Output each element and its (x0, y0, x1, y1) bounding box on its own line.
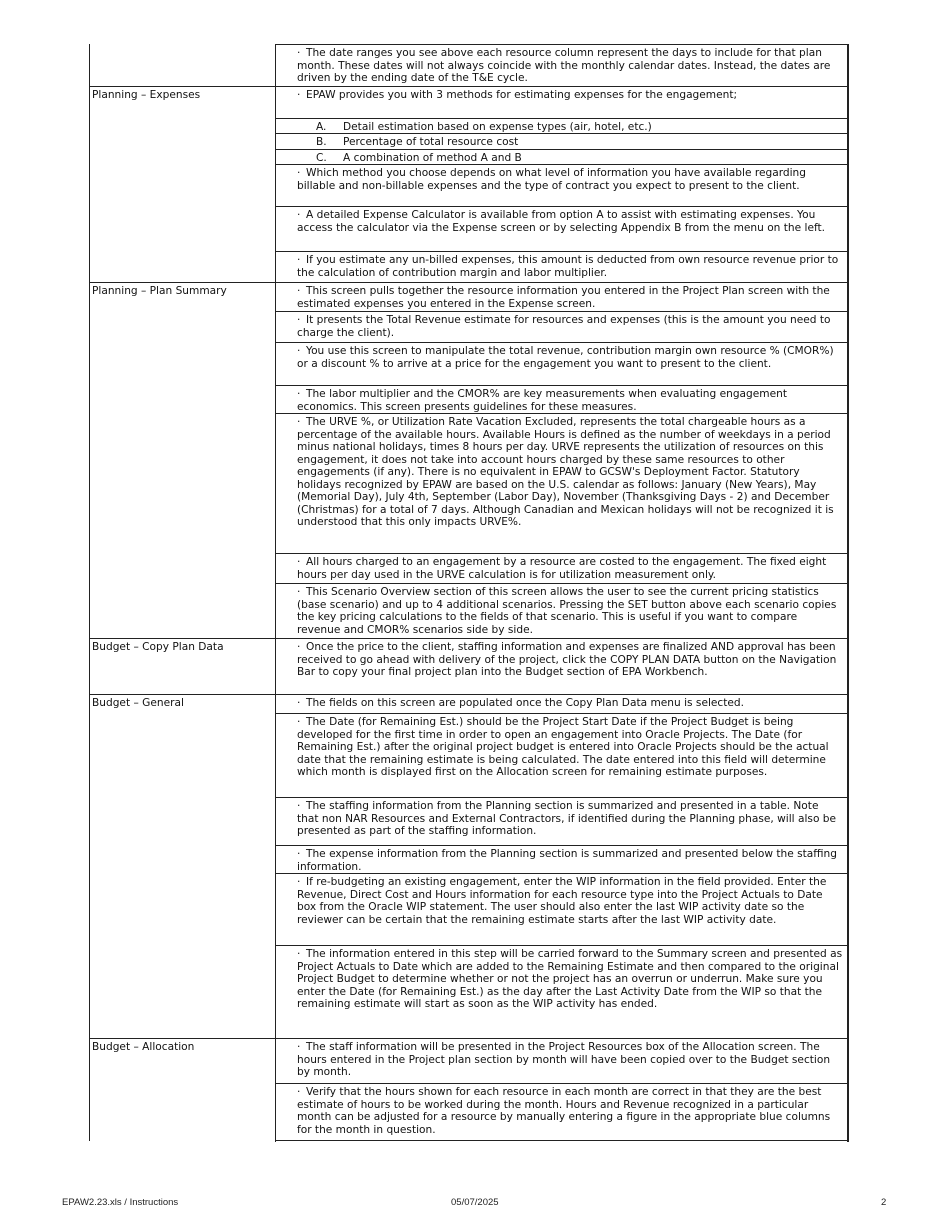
bullet-glyph: · (297, 948, 301, 960)
item-text: The Date (for Remaining Est.) should be the Project Start Date if the Project Budget is being developed for the first time in order to open an engagement into Oracle Projects. The Date (for Remaining Est.) after the original project budget is entered into Oracle Projects should be the actual date that the remaining estimate is being calculated. The date entered into this field will determine which month is displayed first on the Allocation screen for remaining estimate purposes. (297, 716, 829, 778)
lettered-item (275, 149, 849, 164)
section-label: Budget – Allocation (92, 1041, 195, 1053)
bullet-item (275, 282, 849, 311)
lettered-item (275, 118, 849, 133)
item-text: The information entered in this step will be carried forward to the Summary screen and presented as Project Actuals to Date which are added to the Remaining Estimate and then compared to the original Project Budget to determine whether or not the project has an overrun or underrun. Make sure you enter the Date (for Remaining Est.) as the day after the Last Activity Date from the WIP so that the remaining estimate will start as soon as the WIP activity has ended. (297, 948, 843, 1010)
bullet-item (275, 713, 849, 797)
section-content (275, 44, 849, 86)
bullet-item (275, 845, 849, 873)
item-text: A combination of method A and B (343, 152, 522, 164)
bullet-glyph: · (297, 586, 301, 598)
item-letter: C. (316, 152, 327, 164)
bullet-glyph: · (297, 47, 301, 59)
bullet-item (275, 164, 849, 206)
bullet-item (275, 694, 849, 713)
footer-page-number: 2 (881, 1197, 887, 1208)
bullet-glyph: · (297, 697, 301, 709)
bullet-glyph: · (297, 800, 301, 812)
section-content (275, 638, 849, 694)
item-text: The staffing information from the Planning section is summarized and presented in a table. Note that non NAR Resources and External Contractors, if identified during the Planning phase, will also be presented as part of the staffing information. (297, 800, 837, 837)
item-letter: A. (316, 121, 327, 133)
item-letter: B. (316, 136, 327, 148)
item-text: The URVE %, or Utilization Rate Vacation Excluded, represents the total chargeable hours as a percentage of the available hours. Available Hours is defined as the number of weekdays in a period minus national holidays, times 8 hours per day. URVE represents the utilization of resources on this engagement, it does not take into account hours charged by these same resources to other engagements (if any). There is no equivalent in EPAW to GCSW's Deployment Factor. Statutory holidays recognized by EPAW are based on the U.S. calendar as follows: January (New Years), May (Memorial Day), July 4th, September (Labor Day), November (Thanksgiving Days - 2) and December (Christmas) for a total of 7 days. Although Canadian and Mexican holidays will not be recognized it is understood that this only impacts URVE%. (297, 416, 834, 528)
bullet-item (275, 583, 849, 639)
bullet-glyph: · (297, 167, 301, 179)
footer-file: EPAW2.23.xls / Instructions (62, 1197, 179, 1208)
bullet-item (275, 86, 849, 118)
item-text: Percentage of total resource cost (343, 136, 519, 148)
bullet-glyph: · (297, 345, 301, 357)
bullet-glyph: · (297, 89, 301, 101)
bullet-glyph: · (297, 388, 301, 400)
bullet-item (275, 44, 849, 86)
section-content (275, 282, 849, 639)
section-content (275, 694, 849, 1038)
bullet-item (275, 945, 849, 1038)
item-text: You use this screen to manipulate the total revenue, contribution margin own resource % (CMOR%) or a discount % to arrive at a price for the engagement you want to present to the client. (297, 345, 834, 370)
item-text: The fields on this screen are populated once the Copy Plan Data menu is selected. (306, 697, 745, 709)
bullet-glyph: · (297, 876, 301, 888)
section-content (275, 1038, 849, 1142)
item-text: This screen pulls together the resource information you entered in the Project Plan screen with the estimated expenses you entered in the Expense screen. (297, 285, 830, 310)
left-border (89, 44, 90, 1141)
table-bottom-border (275, 1140, 849, 1141)
item-text: This Scenario Overview section of this screen allows the user to see the current pricing statistics (base scenario) and up to 4 additional scenarios. Pressing the SET button above each scenario copies the key pricing calculations to the fields of that scenario. This is useful if you want to compare revenue and CMOR% scenarios side by side. (297, 586, 837, 636)
item-text: It presents the Total Revenue estimate for resources and expenses (this is the amount you need to charge the client). (297, 314, 831, 339)
item-text: The expense information from the Planning section is summarized and presented below the staffing information. (297, 848, 837, 873)
bullet-item (275, 342, 849, 385)
bullet-item (275, 873, 849, 945)
bullet-glyph: · (297, 254, 301, 266)
bullet-glyph: · (297, 1041, 301, 1053)
bullet-glyph: · (297, 641, 301, 653)
bullet-item (275, 206, 849, 251)
item-text: Which method you choose depends on what level of information you have available regarding billable and non-billable expenses and the type of contract you expect to present to the client. (297, 167, 806, 192)
item-text: Detail estimation based on expense types (air, hotel, etc.) (343, 121, 652, 133)
item-text: Verify that the hours shown for each resource in each month are correct in that they are the best estimate of hours to be worked during the month. Hours and Revenue recognized in a particular month can be adjusted for a resource by manually entering a figure in the appropriate blue columns for the month in question. (297, 1086, 831, 1136)
section-content (275, 86, 849, 283)
bullet-item (275, 553, 849, 583)
section-label: Planning – Plan Summary (92, 285, 227, 297)
item-text: The labor multiplier and the CMOR% are key measurements when evaluating engagement economics. This screen presents guidelines for these measures. (297, 388, 787, 413)
bullet-item (275, 1038, 849, 1083)
bullet-item (275, 311, 849, 342)
section-label: Planning – Expenses (92, 89, 201, 101)
bullet-glyph: · (297, 1086, 301, 1098)
item-text: If you estimate any un-billed expenses, this amount is deducted from own resource revenue prior to the calculation of contribution margin and labor multiplier. (297, 254, 839, 279)
footer-date: 05/07/2025 (451, 1197, 499, 1208)
lettered-item (275, 133, 849, 149)
item-text: All hours charged to an engagement by a resource are costed to the engagement. The fixed eight hours per day used in the URVE calculation is for utilization measurement only. (297, 556, 827, 581)
bullet-glyph: · (297, 416, 301, 428)
item-text: EPAW provides you with 3 methods for estimating expenses for the engagement; (306, 89, 738, 101)
item-text: The staff information will be presented in the Project Resources box of the Allocation screen. The hours entered in the Project plan section by month will have been copied over to the Budget section by month. (297, 1041, 831, 1078)
item-text: Once the price to the client, staffing information and expenses are finalized AND approval has been received to go ahead with delivery of the project, click the COPY PLAN DATA button on the Navigation Bar to copy your final project plan into the Budget section of EPA Workbench. (297, 641, 837, 678)
bullet-glyph: · (297, 285, 301, 297)
bullet-item (275, 797, 849, 845)
bullet-item (275, 413, 849, 553)
item-text: If re-budgeting an existing engagement, enter the WIP information in the field provided. Enter the Revenue, Direct Cost and Hours information for each resource type into the Project Actuals to Date box from the Oracle WIP statement. The user should also enter the last WIP activity date so the reviewer can be certain that the remaining estimate starts after the last WIP activity date. (297, 876, 827, 926)
bullet-glyph: · (297, 716, 301, 728)
bullet-glyph: · (297, 848, 301, 860)
section-label: Budget – General (92, 697, 184, 709)
bullet-glyph: · (297, 209, 301, 221)
bullet-item (275, 1083, 849, 1142)
bullet-glyph: · (297, 556, 301, 568)
bullet-item (275, 251, 849, 283)
item-text: The date ranges you see above each resource column represent the days to include for that plan month. These dates will not always coincide with the monthly calendar dates. Instead, the dates are driven by the ending date of the T&E cycle. (297, 47, 831, 84)
bullet-glyph: · (297, 314, 301, 326)
bullet-item (275, 385, 849, 413)
bullet-item (275, 638, 849, 694)
item-text: A detailed Expense Calculator is available from option A to assist with estimating expenses. You access the calculator via the Expense screen or by selecting Appendix B from the menu on the left. (297, 209, 826, 234)
section-label: Budget – Copy Plan Data (92, 641, 224, 653)
